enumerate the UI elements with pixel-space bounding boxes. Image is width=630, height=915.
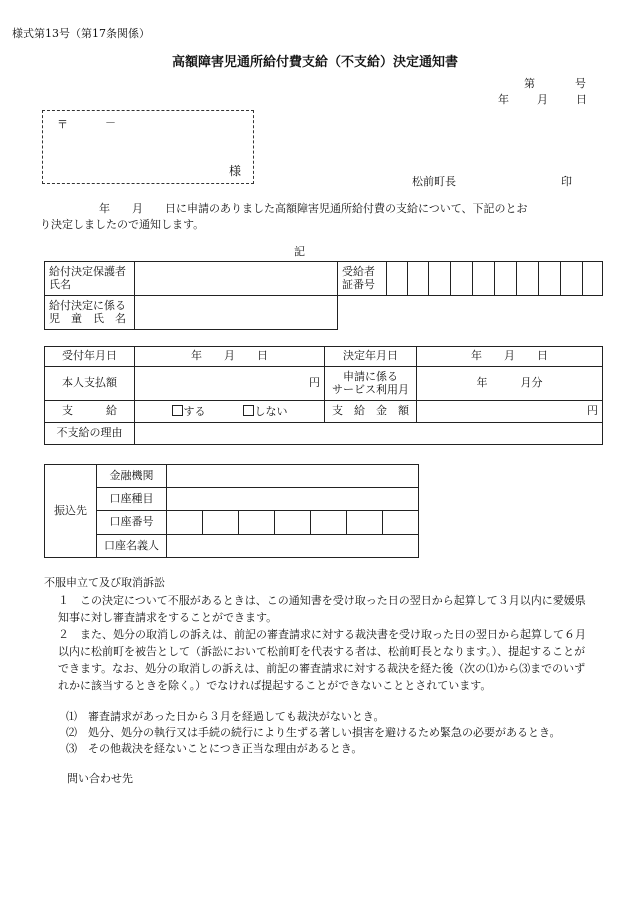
account-digit[interactable] xyxy=(383,511,419,535)
postal-mark: 〒 xyxy=(57,118,68,131)
certificate-digit[interactable] xyxy=(495,262,517,296)
body-text-line2: り決定しましたので通知します。 xyxy=(40,218,205,231)
certificate-digit[interactable] xyxy=(408,262,429,296)
account-type-field[interactable] xyxy=(167,488,419,511)
service-month-field[interactable]: 年 月分 xyxy=(417,367,603,401)
payment-options xyxy=(135,401,325,423)
self-pay-label: 本人支払額 xyxy=(45,367,135,401)
date-month: 月 xyxy=(537,93,548,106)
child-name-label: 給付決定に係る 児 童 氏 名 xyxy=(45,296,135,330)
appeal-sub-3: ⑶ その他裁決を経ないことにつき正当な理由があるとき。 xyxy=(66,742,363,755)
doc-number-go: 号 xyxy=(575,77,586,90)
received-date-label: 受付年月日 xyxy=(45,347,135,367)
date-year: 年 xyxy=(498,93,509,106)
appeal-item-1: １ この決定について不服があるときは、この通知書を受け取った日の翌日から起算して３月以内に愛媛県知事に対し審査請求をすることができます。 xyxy=(58,594,586,624)
account-digit[interactable] xyxy=(311,511,347,535)
contact-label: 問い合わせ先 xyxy=(67,772,133,785)
account-holder-label: 口座名義人 xyxy=(97,535,167,558)
transfer-table xyxy=(44,464,419,558)
appeal-item-2: ２ また、処分の取消しの訴えは、前記の審査請求に対する裁決書を受け取った日の翌日から起算して６月以内に松前町を被告として（訴訟において松前町を代表する者は、松前町長となります。）、提起することができます。なお、処分の取消しの訴えは、前記の審査請求に対する裁決を経た後（次の⑴から⑶までのいずれかに該当するときを除く。）でなければ提起することができないこととされています。 xyxy=(58,628,586,692)
certificate-digit[interactable] xyxy=(429,262,451,296)
address-box xyxy=(42,110,254,184)
doc-number-dai: 第 xyxy=(524,77,535,90)
account-digit[interactable] xyxy=(239,511,275,535)
appeal-sub-2: ⑵ 処分、処分の執行又は手続の続行により生ずる著しい損害を避けるため緊急の必要があるとき。 xyxy=(66,726,561,739)
payment-amount-field[interactable]: 円 xyxy=(417,401,603,423)
certificate-digit[interactable] xyxy=(387,262,408,296)
recipient-table xyxy=(44,261,603,330)
decision-date-label: 決定年月日 xyxy=(325,347,417,367)
checkbox-icon xyxy=(243,405,254,416)
certificate-digit[interactable] xyxy=(561,262,583,296)
account-number-label: 口座番号 xyxy=(97,511,167,535)
issuer-seal: 印 xyxy=(561,175,572,188)
payment-label: 支 給 xyxy=(45,401,135,423)
account-holder-field[interactable] xyxy=(167,535,419,558)
bank-label: 金融機関 xyxy=(97,465,167,488)
account-digit[interactable] xyxy=(167,511,203,535)
account-digit[interactable] xyxy=(275,511,311,535)
certificate-number-label: 受給者 証番号 xyxy=(338,262,387,296)
payment-no-checkbox[interactable]: しない xyxy=(243,405,288,418)
date-day: 日 xyxy=(576,93,587,106)
self-pay-field[interactable]: 円 xyxy=(135,367,325,401)
page-title: 高額障害児通所給付費支給（不支給）決定通知書 xyxy=(171,55,458,70)
decision-table xyxy=(44,346,603,445)
certificate-digit[interactable] xyxy=(473,262,495,296)
certificate-digit[interactable] xyxy=(539,262,561,296)
postal-dash: － xyxy=(105,116,116,129)
certificate-digit[interactable] xyxy=(451,262,473,296)
checkbox-icon xyxy=(172,405,183,416)
child-name-field[interactable] xyxy=(135,296,338,330)
received-date-field[interactable]: 年 月 日 xyxy=(135,347,325,367)
account-digit[interactable] xyxy=(203,511,239,535)
appeal-sub-1: ⑴ 審査請求があった日から３月を経過しても裁決がないとき。 xyxy=(66,710,385,723)
form-number: 様式第13号（第17条関係） xyxy=(12,27,150,40)
issuer-name: 松前町長 xyxy=(412,175,456,188)
non-payment-reason-field[interactable] xyxy=(135,423,603,445)
decision-date-field[interactable]: 年 月 日 xyxy=(417,347,603,367)
guardian-name-label: 給付決定保護者 氏名 xyxy=(45,262,135,296)
certificate-digit[interactable] xyxy=(583,262,603,296)
service-month-label: 申請に係る サービス利用月 xyxy=(325,367,417,401)
recipient-sama: 様 xyxy=(229,164,242,178)
bank-field[interactable] xyxy=(167,465,419,488)
account-digit[interactable] xyxy=(347,511,383,535)
account-type-label: 口座種目 xyxy=(97,488,167,511)
appeal-heading: 不服申立て及び取消訴訟 xyxy=(44,576,165,589)
guardian-name-field[interactable] xyxy=(135,262,338,296)
non-payment-reason-label: 不支給の理由 xyxy=(45,423,135,445)
transfer-destination-label: 振込先 xyxy=(45,465,97,558)
ki-heading: 記 xyxy=(294,245,305,258)
certificate-digit[interactable] xyxy=(517,262,539,296)
body-text-line1: 年 月 日に申請のありました高額障害児通所給付費の支給について、下記のとお xyxy=(99,202,528,215)
payment-amount-label: 支 給 金 額 xyxy=(325,401,417,423)
payment-yes-checkbox[interactable]: する xyxy=(172,405,206,418)
